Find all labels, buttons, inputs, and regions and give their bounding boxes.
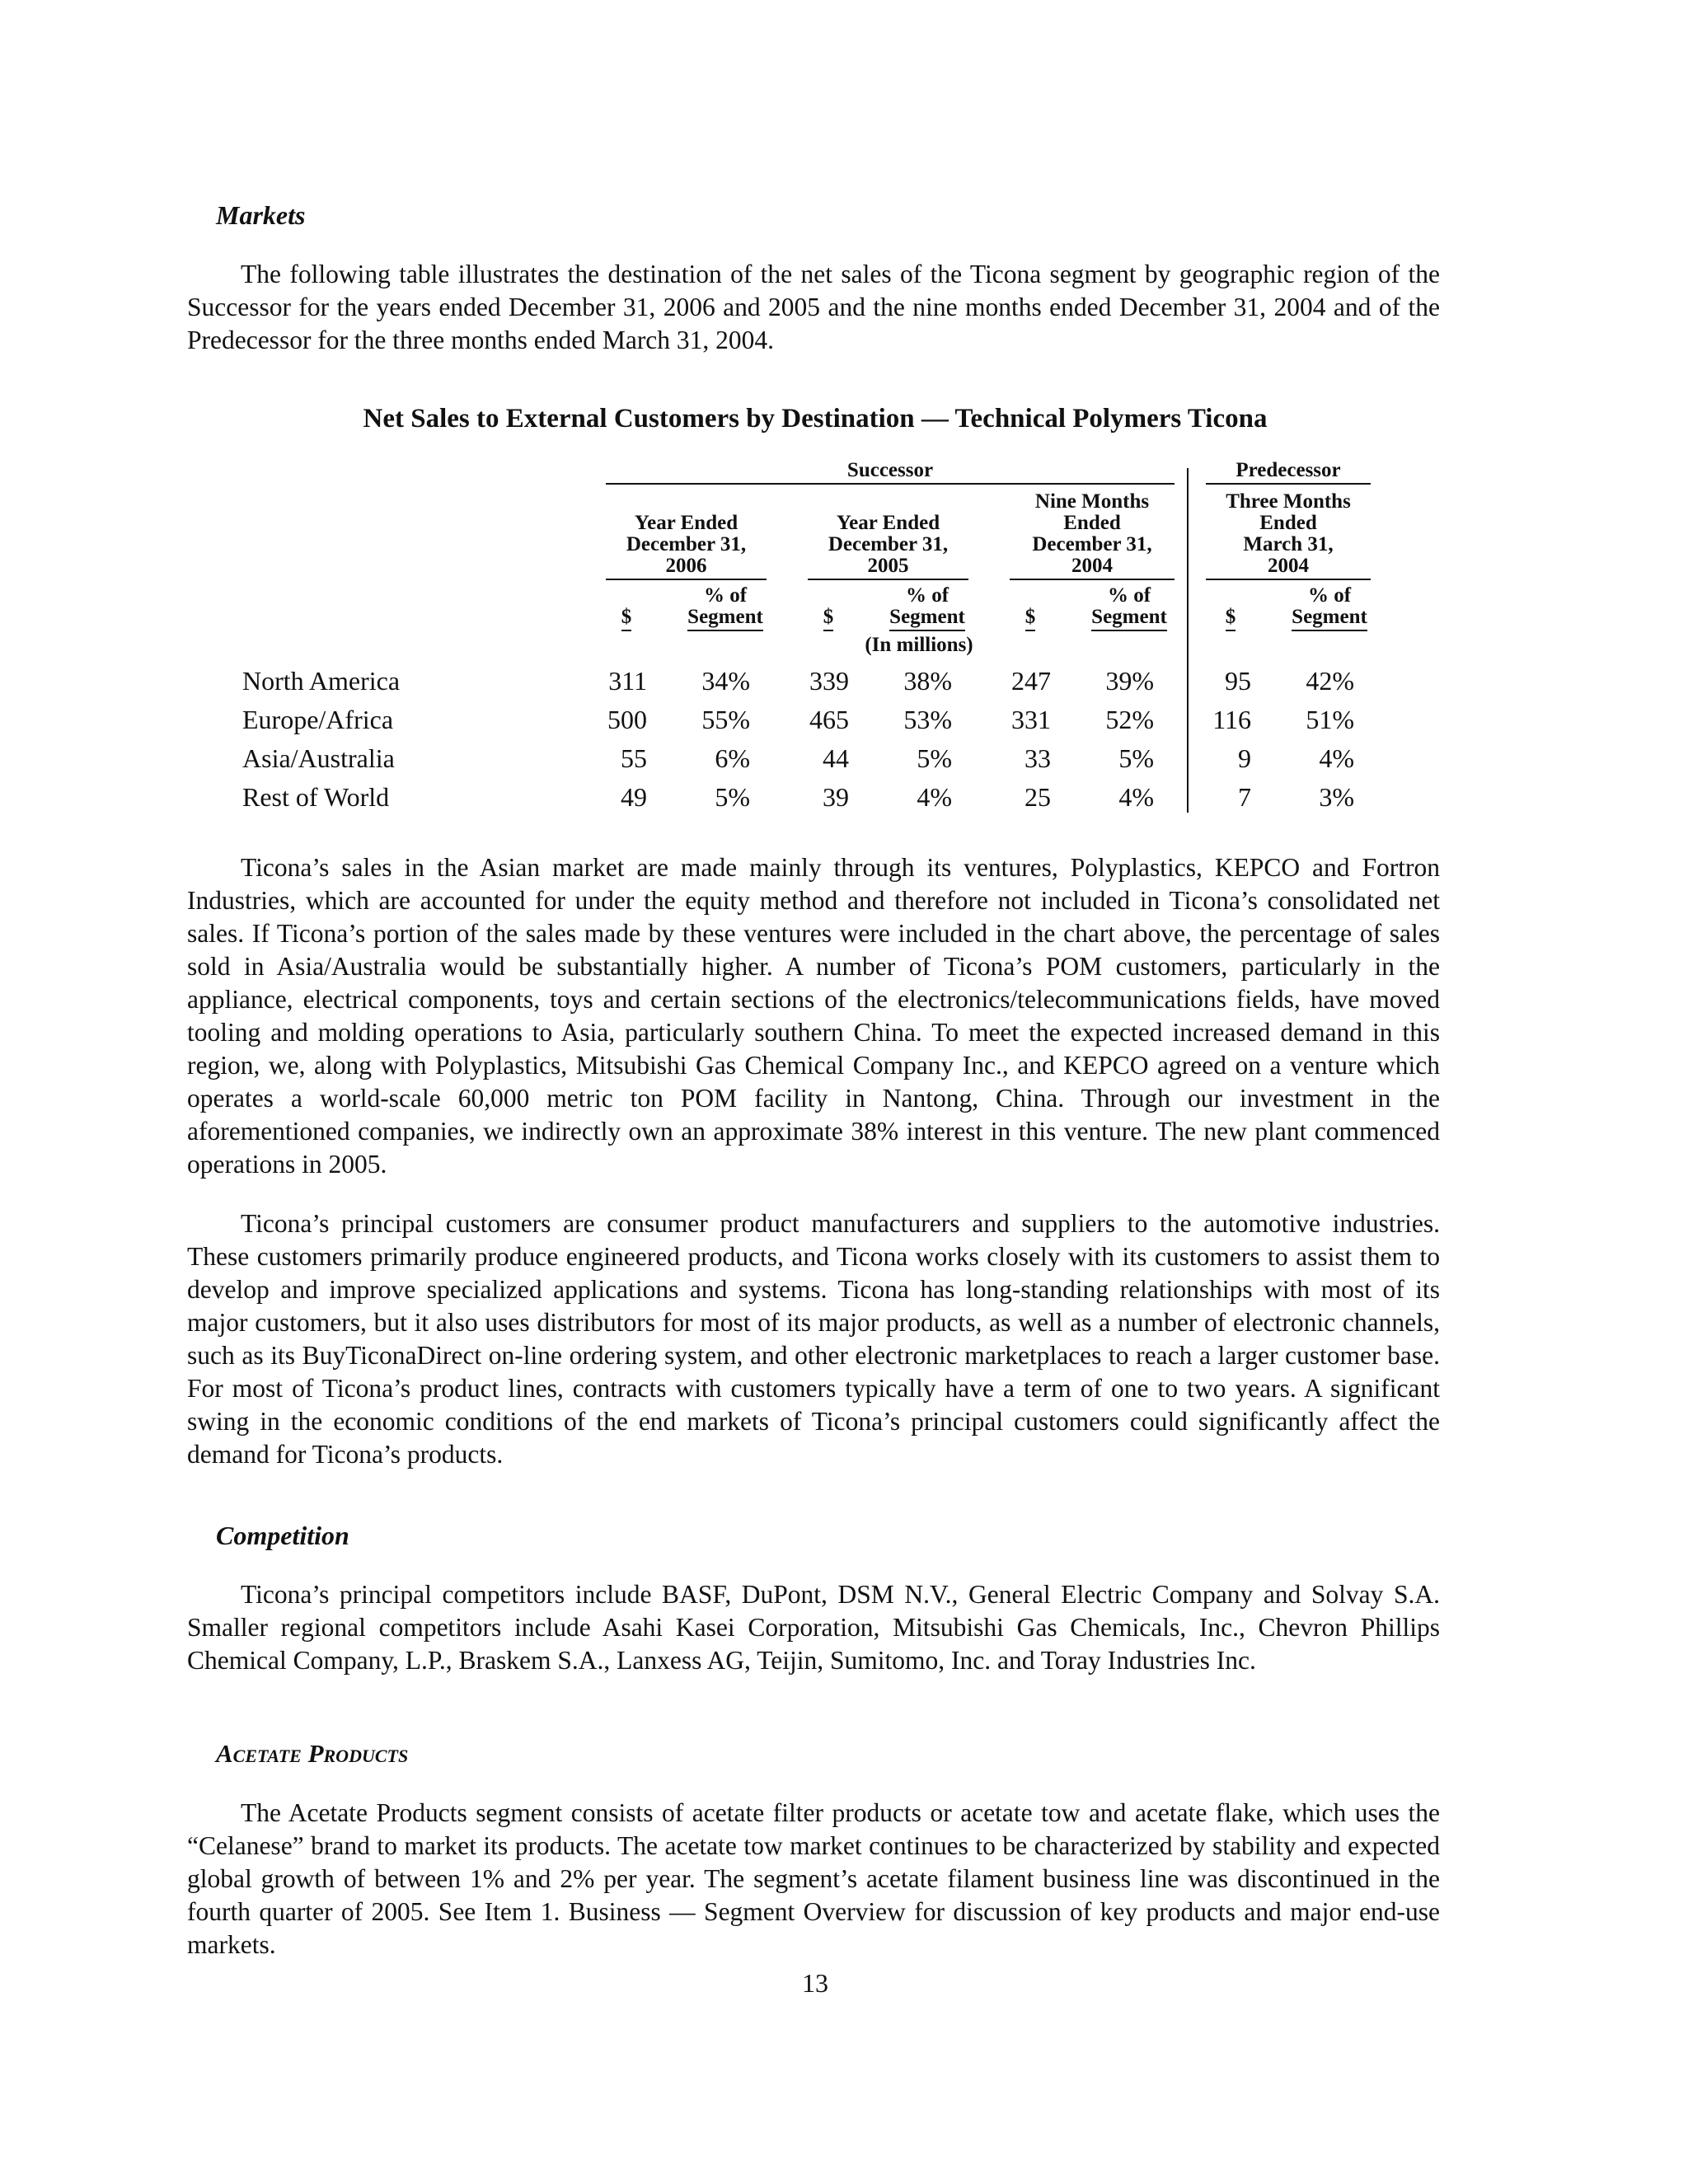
table-cell: 5% (1118, 743, 1154, 773)
col-dollar: $ (606, 607, 647, 628)
table-cell: 55 (621, 743, 647, 773)
units-label: (In millions) (865, 634, 973, 656)
period-rule (606, 579, 767, 580)
table-cell: 5% (917, 743, 952, 773)
period-header-2005: Year Ended December 31, 2005 (828, 512, 949, 577)
page-number: 13 (802, 1968, 828, 1998)
table-cell: 7 (1238, 782, 1251, 812)
period-header-2006: Year Ended December 31, 2006 (626, 512, 747, 577)
table-cell: 3% (1319, 782, 1354, 812)
markets-heading: Markets (216, 200, 306, 230)
table-cell: 339 (809, 666, 849, 696)
table-cell: 500 (607, 705, 647, 734)
table-cell: 33 (1025, 743, 1051, 773)
table-cell: 49 (621, 782, 647, 812)
table-cell: 116 (1212, 705, 1251, 734)
table-cell: 44 (823, 743, 849, 773)
table-cell: 247 (1011, 666, 1051, 696)
table-cell: 39% (1105, 666, 1154, 696)
col-pct-segment: % of Segment (680, 585, 771, 628)
col-dollar: $ (808, 607, 849, 628)
table-cell: 4% (917, 782, 952, 812)
table-cell: 465 (809, 705, 849, 734)
period-rule (808, 579, 968, 580)
table-cell: 53% (903, 705, 952, 734)
col-pct-segment: % of Segment (1284, 585, 1375, 628)
table-cell: 51% (1306, 705, 1354, 734)
period-separator (1187, 468, 1189, 813)
table-cell: 52% (1105, 705, 1154, 734)
predecessor-rule (1206, 483, 1371, 485)
acetate-products-heading: Acetate Products (216, 1739, 409, 1768)
markets-intro-paragraph: The following table illustrates the destination of the net sales of the Ticona segment by geographic region of the Successor for the years ended December 31, 2006 and 2005 and the nine months ended December 31, 2004 and of the Predecessor for the three months ended March 31, 2004. (187, 260, 1440, 354)
col-pct-segment: % of Segment (882, 585, 973, 628)
table-row-label: Rest of World . . . (242, 782, 588, 813)
table-cell: 42% (1306, 666, 1354, 696)
table-row-label: Europe/Africa . . . (242, 705, 588, 735)
table-cell: 331 (1011, 705, 1051, 734)
competition-heading: Competition (216, 1521, 349, 1550)
table-cell: 311 (608, 666, 647, 696)
period-header-nine-months-2004: Nine Months Ended December 31, 2004 (1032, 490, 1152, 577)
period-rule (1010, 579, 1175, 580)
col-dollar: $ (1010, 607, 1051, 628)
table-row-label: North America . . . (242, 666, 588, 696)
table-cell: 4% (1319, 743, 1354, 773)
table-row-label: Asia/Australia . . . (242, 743, 588, 774)
table-cell: 39 (823, 782, 849, 812)
table-title: Net Sales to External Customers by Destination — Technical Polymers Ticona (363, 404, 1268, 434)
competition-paragraph: Ticona’s principal competitors include BASF, DuPont, DSM N.V., General Electric Company and Solvay S.A. Smaller regional competitors include Asahi Kasei Corporation, Mitsubishi Gas Chemicals, Inc., Chevron Phillips Chemical Company, L.P., Braskem S.A., Lanxess AG, Teijin, Sumitomo, Inc. and Toray Industries Inc. (187, 1580, 1440, 1675)
asian-market-paragraph: Ticona’s sales in the Asian market are made mainly through its ventures, Polyplastics, KEPCO and Fortron Industries, which are accounted for under the equity method and therefore not included in Ticona’s consolidated net sales. If Ticona’s portion of the sales made by these ventures were included in the chart above, the percentage of sales sold in Asia/Australia would be substantially higher. A number of Ticona’s POM customers, particularly in the appliance, electrical components, toys and certain sections of the electronics/telecommunications fields, have moved tooling and molding operations to Asia, particularly southern China. To meet the expected increased demand in this region, we, along with Polyplastics, Mitsubishi Gas Chemical Company Inc., and KEPCO agreed on a venture which operates a world-scale 60,000 metric ton POM facility in Nantong, China. Through our investment in the aforementioned companies, we indirectly own an approximate 38% interest in this venture. The new plant commenced operations in 2005. (187, 853, 1440, 1179)
principal-customers-paragraph: Ticona’s principal customers are consumer product manufacturers and suppliers to the automotive industries. These customers primarily produce engineered products, and Ticona works closely with its customers to assist them to develop and improve specialized applications and systems. Ticona has long-standing relationships with most of its major customers, but it also uses distributors for most of its major products, as well as a number of electronic channels, such as its BuyTiconaDirect on-line ordering system, and other electronic marketplaces to reach a larger customer base. For most of Ticona’s product lines, contracts with customers typically have a term of one to two years. A significant swing in the economic conditions of the end markets of Ticona’s principal customers could significantly affect the demand for Ticona’s products. (187, 1209, 1440, 1469)
predecessor-header: Predecessor (1236, 459, 1341, 481)
table-cell: 5% (715, 782, 750, 812)
period-header-three-months-2004: Three Months Ended March 31, 2004 (1226, 490, 1351, 577)
table-cell: 34% (701, 666, 750, 696)
successor-rule (606, 483, 1175, 485)
table-cell: 38% (903, 666, 952, 696)
period-rule (1206, 579, 1371, 580)
col-dollar: $ (1210, 607, 1251, 628)
table-cell: 25 (1025, 782, 1051, 812)
table-cell: 4% (1118, 782, 1154, 812)
acetate-products-paragraph: The Acetate Products segment consists of acetate filter products or acetate tow and acetate flake, which uses the “Celanese” brand to market its products. The acetate tow market continues to be characterized by stability and expected global growth of between 1% and 2% per year. The segment’s acetate filament business line was discontinued in the fourth quarter of 2005. See Item 1. Business — Segment Overview for discussion of key products and major end-use markets. (187, 1798, 1440, 1959)
table-cell: 6% (715, 743, 750, 773)
successor-header: Successor (846, 459, 934, 481)
table-cell: 9 (1238, 743, 1251, 773)
table-cell: 55% (701, 705, 750, 734)
table-cell: 95 (1225, 666, 1251, 696)
col-pct-segment: % of Segment (1084, 585, 1175, 628)
